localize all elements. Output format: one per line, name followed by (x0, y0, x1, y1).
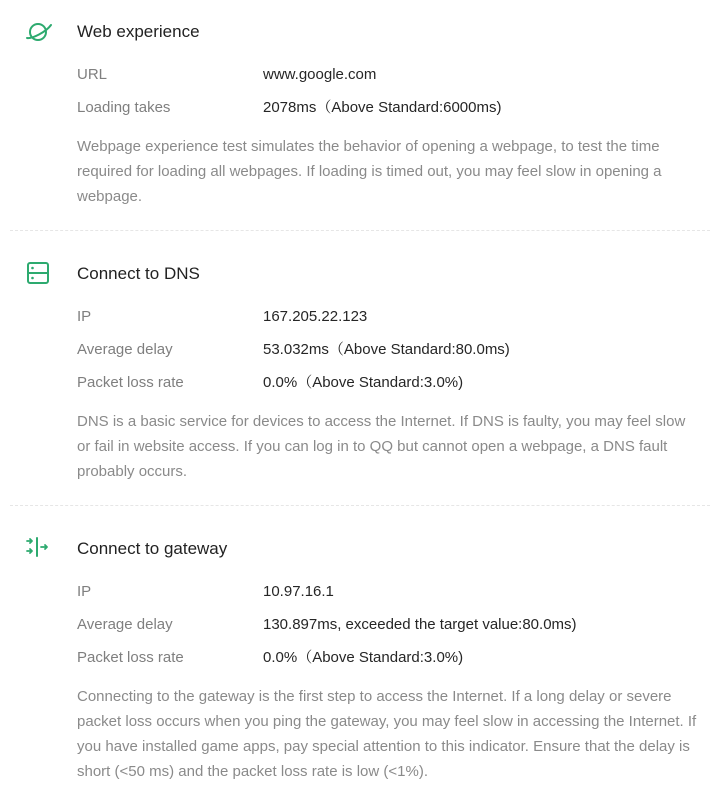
dns-ip-value: 167.205.22.123 (263, 308, 368, 325)
server-icon (24, 258, 54, 288)
planet-globe-icon (24, 17, 54, 47)
section-divider (10, 230, 710, 231)
gateway-ip-value: 10.97.16.1 (263, 583, 334, 600)
web-experience-description: Webpage experience test simulates the behavior of opening a webpage, to test the time required for loading all webpages. If loading is timed out, you may feel slow in opening a webpage. (77, 138, 662, 205)
dns-description: DNS is a basic service for devices to access the Internet. If DNS is faulty, you may feel slow or fail in website access. If you can log in to QQ but cannot open a webpage, a DNS fault probably occurs. (77, 413, 686, 480)
gateway-packet-loss-label: Packet loss rate (77, 649, 184, 666)
gateway-ip-label: IP (77, 583, 92, 600)
loading-time-label: Loading takes (77, 99, 171, 116)
dns-average-delay-value: 53.032ms（Above Standard:80.0ms) (263, 341, 510, 358)
url-label: URL (77, 66, 108, 83)
section-title: Connect to gateway (77, 539, 228, 558)
loading-time-value: 2078ms（Above Standard:6000ms) (263, 99, 502, 116)
dns-average-delay-label: Average delay (77, 341, 173, 358)
section-divider (10, 505, 710, 506)
gateway-arrows-icon (24, 533, 54, 563)
section-title: Web experience (77, 22, 200, 41)
section-title: Connect to DNS (77, 264, 200, 283)
dns-packet-loss-value: 0.0%（Above Standard:3.0%) (263, 374, 464, 391)
dns-packet-loss-label: Packet loss rate (77, 374, 184, 391)
url-value: www.google.com (263, 66, 377, 83)
dns-ip-label: IP (77, 308, 92, 325)
gateway-packet-loss-value: 0.0%（Above Standard:3.0%) (263, 649, 464, 666)
gateway-average-delay-label: Average delay (77, 616, 173, 633)
gateway-description: Connecting to the gateway is the first step to access the Internet. If a long delay or severe packet loss occurs when you ping the gateway, you may feel slow in accessing the Internet. If you have installed game apps, pay special attention to this indicator. Ensure that the delay is short (<50 ms) and the packet loss rate is low (<1%). (77, 688, 697, 780)
gateway-average-delay-value: 130.897ms, exceeded the target value:80.0ms) (263, 616, 577, 633)
